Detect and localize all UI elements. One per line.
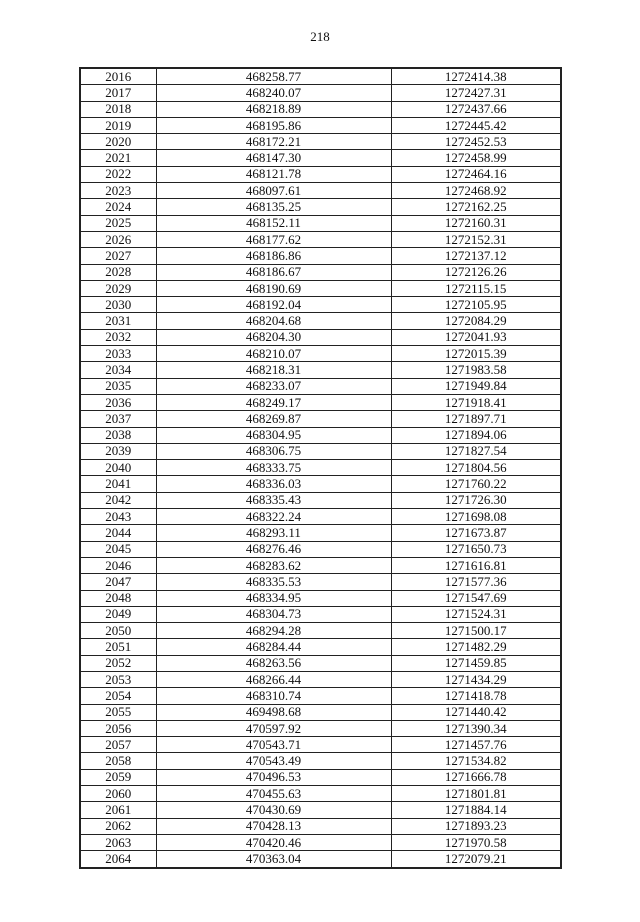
y-coordinate-cell: 1271893.23 [391, 818, 561, 834]
x-coordinate-cell: 470543.49 [156, 753, 391, 769]
coordinate-table [79, 67, 562, 869]
x-coordinate-cell: 468186.86 [156, 248, 391, 264]
point-id-cell: 2034 [80, 362, 156, 378]
page-number: 218 [310, 29, 330, 44]
x-coordinate-cell: 468172.21 [156, 134, 391, 150]
y-coordinate-cell: 1271827.54 [391, 443, 561, 459]
x-coordinate-cell: 468335.53 [156, 574, 391, 590]
point-id-cell: 2049 [80, 606, 156, 622]
point-id-cell: 2032 [80, 329, 156, 345]
table-row [80, 590, 561, 606]
point-id-cell: 2052 [80, 655, 156, 671]
point-id-cell: 2021 [80, 150, 156, 166]
y-coordinate-cell: 1272079.21 [391, 851, 561, 868]
point-id-cell: 2064 [80, 851, 156, 868]
point-id-cell: 2047 [80, 574, 156, 590]
y-coordinate-cell: 1271698.08 [391, 509, 561, 525]
point-id-cell: 2028 [80, 264, 156, 280]
point-id-cell: 2017 [80, 85, 156, 101]
point-id-cell: 2048 [80, 590, 156, 606]
table-row [80, 215, 561, 231]
x-coordinate-cell: 469498.68 [156, 704, 391, 720]
y-coordinate-cell: 1272152.31 [391, 231, 561, 247]
table-row [80, 509, 561, 525]
point-id-cell: 2055 [80, 704, 156, 720]
table-row [80, 68, 561, 85]
y-coordinate-cell: 1271894.06 [391, 427, 561, 443]
point-id-cell: 2059 [80, 769, 156, 785]
point-id-cell: 2038 [80, 427, 156, 443]
point-id-cell: 2046 [80, 557, 156, 573]
point-id-cell: 2054 [80, 688, 156, 704]
table-row [80, 786, 561, 802]
point-id-cell: 2026 [80, 231, 156, 247]
x-coordinate-cell: 468335.43 [156, 492, 391, 508]
point-id-cell: 2044 [80, 525, 156, 541]
table-row [80, 671, 561, 687]
x-coordinate-cell: 468147.30 [156, 150, 391, 166]
x-coordinate-cell: 470543.71 [156, 737, 391, 753]
y-coordinate-cell: 1271418.78 [391, 688, 561, 704]
x-coordinate-cell: 468152.11 [156, 215, 391, 231]
point-id-cell: 2023 [80, 183, 156, 199]
point-id-cell: 2041 [80, 476, 156, 492]
x-coordinate-cell: 468334.95 [156, 590, 391, 606]
y-coordinate-cell: 1272115.15 [391, 280, 561, 296]
y-coordinate-cell: 1271534.82 [391, 753, 561, 769]
point-id-cell: 2027 [80, 248, 156, 264]
point-id-cell: 2036 [80, 394, 156, 410]
point-id-cell: 2030 [80, 297, 156, 313]
x-coordinate-cell: 468204.30 [156, 329, 391, 345]
x-coordinate-cell: 468195.86 [156, 117, 391, 133]
point-id-cell: 2037 [80, 411, 156, 427]
x-coordinate-cell: 468240.07 [156, 85, 391, 101]
y-coordinate-cell: 1271440.42 [391, 704, 561, 720]
x-coordinate-cell: 470496.53 [156, 769, 391, 785]
table-row [80, 427, 561, 443]
x-coordinate-cell: 470420.46 [156, 834, 391, 850]
table-row [80, 231, 561, 247]
table-row [80, 834, 561, 850]
y-coordinate-cell: 1272414.38 [391, 68, 561, 85]
y-coordinate-cell: 1271760.22 [391, 476, 561, 492]
y-coordinate-cell: 1271804.56 [391, 460, 561, 476]
point-id-cell: 2016 [80, 68, 156, 85]
x-coordinate-cell: 470430.69 [156, 802, 391, 818]
x-coordinate-cell: 468258.77 [156, 68, 391, 85]
table-row [80, 199, 561, 215]
y-coordinate-cell: 1272160.31 [391, 215, 561, 231]
y-coordinate-cell: 1272137.12 [391, 248, 561, 264]
y-coordinate-cell: 1272084.29 [391, 313, 561, 329]
x-coordinate-cell: 468284.44 [156, 639, 391, 655]
y-coordinate-cell: 1272162.25 [391, 199, 561, 215]
y-coordinate-cell: 1271434.29 [391, 671, 561, 687]
table-row [80, 264, 561, 280]
point-id-cell: 2045 [80, 541, 156, 557]
table-row [80, 150, 561, 166]
x-coordinate-cell: 468333.75 [156, 460, 391, 476]
y-coordinate-cell: 1272427.31 [391, 85, 561, 101]
x-coordinate-cell: 468249.17 [156, 394, 391, 410]
x-coordinate-cell: 468233.07 [156, 378, 391, 394]
table-row [80, 297, 561, 313]
y-coordinate-cell: 1271970.58 [391, 834, 561, 850]
table-row [80, 248, 561, 264]
point-id-cell: 2019 [80, 117, 156, 133]
x-coordinate-cell: 468190.69 [156, 280, 391, 296]
point-id-cell: 2043 [80, 509, 156, 525]
table-row [80, 346, 561, 362]
table-row [80, 378, 561, 394]
y-coordinate-cell: 1271726.30 [391, 492, 561, 508]
point-id-cell: 2029 [80, 280, 156, 296]
x-coordinate-cell: 468186.67 [156, 264, 391, 280]
x-coordinate-cell: 468177.62 [156, 231, 391, 247]
y-coordinate-cell: 1271801.81 [391, 786, 561, 802]
y-coordinate-cell: 1272105.95 [391, 297, 561, 313]
table-row [80, 557, 561, 573]
table-row [80, 411, 561, 427]
y-coordinate-cell: 1272015.39 [391, 346, 561, 362]
table-row [80, 623, 561, 639]
point-id-cell: 2058 [80, 753, 156, 769]
y-coordinate-cell: 1271547.69 [391, 590, 561, 606]
y-coordinate-cell: 1271524.31 [391, 606, 561, 622]
x-coordinate-cell: 468304.73 [156, 606, 391, 622]
x-coordinate-cell: 470455.63 [156, 786, 391, 802]
y-coordinate-cell: 1271918.41 [391, 394, 561, 410]
table-row [80, 769, 561, 785]
point-id-cell: 2031 [80, 313, 156, 329]
x-coordinate-cell: 468322.24 [156, 509, 391, 525]
y-coordinate-cell: 1271616.81 [391, 557, 561, 573]
table-row [80, 280, 561, 296]
point-id-cell: 2042 [80, 492, 156, 508]
table-row [80, 704, 561, 720]
y-coordinate-cell: 1271577.36 [391, 574, 561, 590]
table-row [80, 394, 561, 410]
table-row [80, 476, 561, 492]
point-id-cell: 2051 [80, 639, 156, 655]
table-row [80, 101, 561, 117]
y-coordinate-cell: 1272458.99 [391, 150, 561, 166]
point-id-cell: 2033 [80, 346, 156, 362]
point-id-cell: 2063 [80, 834, 156, 850]
y-coordinate-cell: 1271390.34 [391, 720, 561, 736]
point-id-cell: 2062 [80, 818, 156, 834]
y-coordinate-cell: 1271482.29 [391, 639, 561, 655]
x-coordinate-cell: 470428.13 [156, 818, 391, 834]
table-row [80, 329, 561, 345]
x-coordinate-cell: 468218.31 [156, 362, 391, 378]
table-row [80, 134, 561, 150]
x-coordinate-cell: 468310.74 [156, 688, 391, 704]
x-coordinate-cell: 470363.04 [156, 851, 391, 868]
x-coordinate-cell: 468293.11 [156, 525, 391, 541]
table-row [80, 574, 561, 590]
table-row [80, 720, 561, 736]
y-coordinate-cell: 1271884.14 [391, 802, 561, 818]
table-row [80, 313, 561, 329]
x-coordinate-cell: 468192.04 [156, 297, 391, 313]
point-id-cell: 2024 [80, 199, 156, 215]
point-id-cell: 2018 [80, 101, 156, 117]
point-id-cell: 2061 [80, 802, 156, 818]
table-row [80, 362, 561, 378]
y-coordinate-cell: 1271650.73 [391, 541, 561, 557]
x-coordinate-cell: 468097.61 [156, 183, 391, 199]
y-coordinate-cell: 1272126.26 [391, 264, 561, 280]
y-coordinate-cell: 1271457.76 [391, 737, 561, 753]
y-coordinate-cell: 1272445.42 [391, 117, 561, 133]
y-coordinate-cell: 1271666.78 [391, 769, 561, 785]
table-row [80, 639, 561, 655]
x-coordinate-cell: 468294.28 [156, 623, 391, 639]
y-coordinate-cell: 1271949.84 [391, 378, 561, 394]
x-coordinate-cell: 468263.56 [156, 655, 391, 671]
point-id-cell: 2040 [80, 460, 156, 476]
x-coordinate-cell: 468306.75 [156, 443, 391, 459]
table-row [80, 166, 561, 182]
table-row [80, 85, 561, 101]
y-coordinate-cell: 1272437.66 [391, 101, 561, 117]
table-row [80, 492, 561, 508]
y-coordinate-cell: 1272464.16 [391, 166, 561, 182]
x-coordinate-cell: 468304.95 [156, 427, 391, 443]
table-row [80, 443, 561, 459]
point-id-cell: 2050 [80, 623, 156, 639]
point-id-cell: 2035 [80, 378, 156, 394]
point-id-cell: 2039 [80, 443, 156, 459]
table-row [80, 525, 561, 541]
table-row [80, 737, 561, 753]
table-row [80, 183, 561, 199]
table-row [80, 818, 561, 834]
table-row [80, 541, 561, 557]
x-coordinate-cell: 468269.87 [156, 411, 391, 427]
x-coordinate-cell: 468276.46 [156, 541, 391, 557]
table-row [80, 802, 561, 818]
point-id-cell: 2060 [80, 786, 156, 802]
y-coordinate-cell: 1271459.85 [391, 655, 561, 671]
coordinate-table-body [80, 68, 561, 868]
y-coordinate-cell: 1272041.93 [391, 329, 561, 345]
table-row [80, 606, 561, 622]
x-coordinate-cell: 468135.25 [156, 199, 391, 215]
point-id-cell: 2025 [80, 215, 156, 231]
point-id-cell: 2056 [80, 720, 156, 736]
x-coordinate-cell: 468336.03 [156, 476, 391, 492]
x-coordinate-cell: 468121.78 [156, 166, 391, 182]
table-row [80, 688, 561, 704]
x-coordinate-cell: 470597.92 [156, 720, 391, 736]
y-coordinate-cell: 1271500.17 [391, 623, 561, 639]
table-row [80, 851, 561, 868]
y-coordinate-cell: 1271673.87 [391, 525, 561, 541]
y-coordinate-cell: 1271897.71 [391, 411, 561, 427]
x-coordinate-cell: 468218.89 [156, 101, 391, 117]
x-coordinate-cell: 468204.68 [156, 313, 391, 329]
table-row [80, 460, 561, 476]
point-id-cell: 2057 [80, 737, 156, 753]
table-row [80, 117, 561, 133]
point-id-cell: 2053 [80, 671, 156, 687]
y-coordinate-cell: 1271983.58 [391, 362, 561, 378]
point-id-cell: 2020 [80, 134, 156, 150]
x-coordinate-cell: 468283.62 [156, 557, 391, 573]
x-coordinate-cell: 468266.44 [156, 671, 391, 687]
y-coordinate-cell: 1272468.92 [391, 183, 561, 199]
table-row [80, 753, 561, 769]
table-row [80, 655, 561, 671]
x-coordinate-cell: 468210.07 [156, 346, 391, 362]
y-coordinate-cell: 1272452.53 [391, 134, 561, 150]
point-id-cell: 2022 [80, 166, 156, 182]
